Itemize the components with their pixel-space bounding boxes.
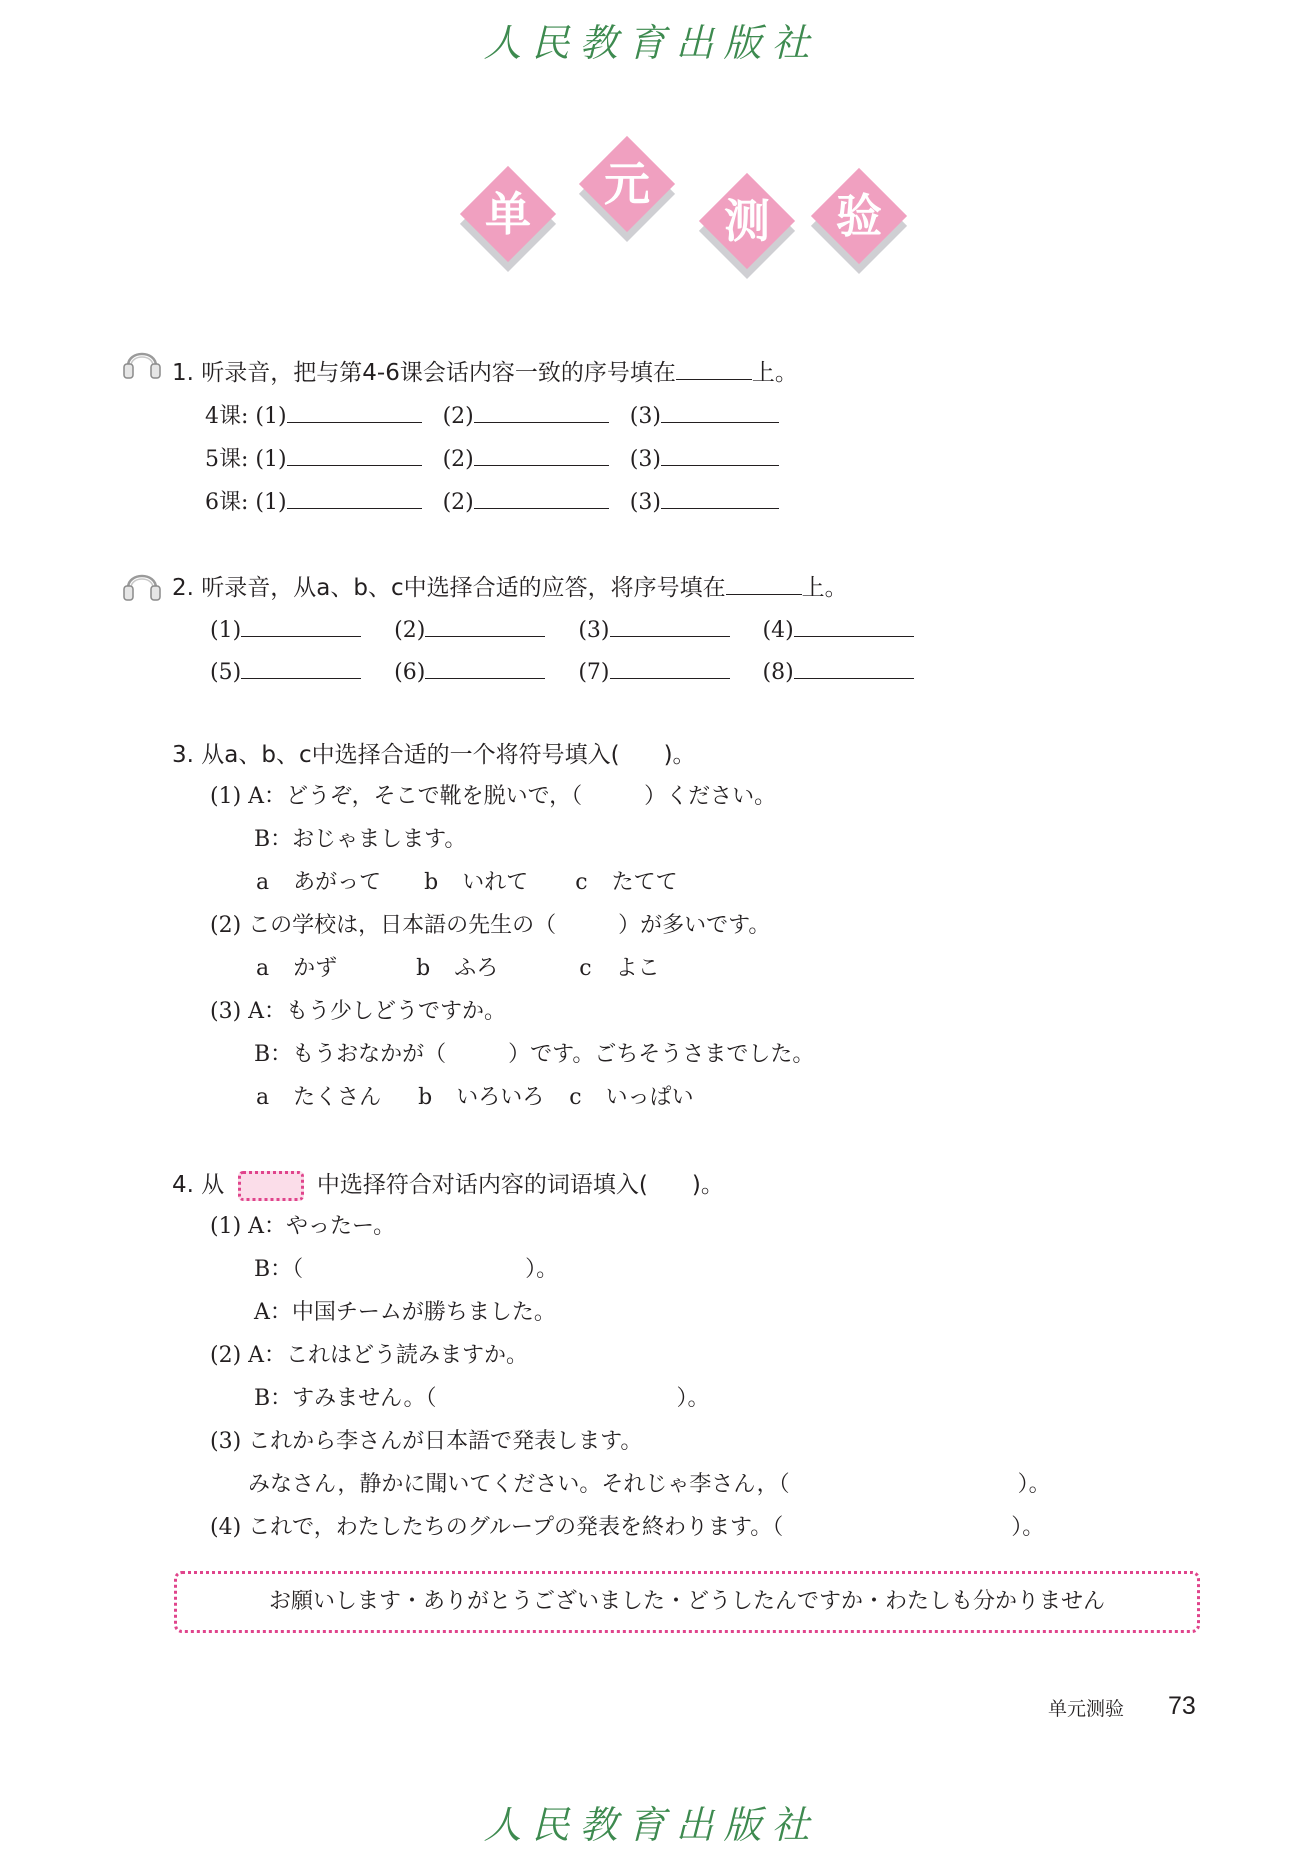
item-number: (3) (629, 447, 661, 472)
answer-blank[interactable] (794, 612, 914, 637)
item-number: (2) (394, 618, 426, 643)
answer-blank[interactable] (676, 355, 752, 380)
choice-text: ふろ (454, 956, 499, 981)
answer-blank[interactable] (661, 441, 779, 466)
choice-letter: a (256, 870, 270, 895)
choice-text: あがって (293, 870, 382, 895)
headphones-icon (122, 340, 162, 384)
dialogue-line-end: ）。 (1011, 1515, 1045, 1540)
dialogue-line: みなさん，静かに聞いてください。それじゃ李さん，（ (248, 1472, 790, 1497)
item-number: (1) (210, 618, 242, 643)
q4-item-1-a2: A：中国チームが勝ちました。 (254, 1300, 556, 1325)
answer-blank[interactable] (661, 398, 779, 423)
publisher-logo-bottom: 人民教育出版社 (483, 1803, 820, 1847)
answer-blank[interactable] (610, 612, 730, 637)
dialogue-line-end: ）。 (1017, 1472, 1051, 1497)
dialogue-line: (1) A：どうぞ，そこで靴を脱いで，（ (210, 784, 583, 809)
q3-item-2 (210, 911, 770, 941)
choice-text: よこ (615, 956, 660, 981)
item-number: (3) (629, 404, 661, 429)
choice-text: いれて (462, 870, 529, 895)
choice-letter: a (256, 956, 270, 981)
lesson-label: 4课: (205, 404, 249, 429)
answer-blank[interactable] (474, 398, 609, 423)
q1-row-6 (205, 484, 779, 518)
page-number: 73 (1168, 1692, 1196, 1720)
lesson-label: 5课: (205, 447, 249, 472)
dialogue-line-end: ）が多いです。 (618, 913, 771, 938)
q3-item-1-a (210, 782, 776, 812)
q4-item-2-b (254, 1384, 710, 1414)
choice-letter: a (256, 1085, 270, 1110)
q4-item-4 (210, 1513, 1044, 1543)
word-choices-box (174, 1571, 1200, 1633)
dialogue-line-end: ）。 (676, 1386, 710, 1411)
question-4-text-mid: 中选择符合对话内容的词语填入( (316, 1172, 648, 1198)
q4-item-2-a: (2) A：これはどう読みますか。 (210, 1343, 529, 1368)
choice-text: たくさん (293, 1085, 382, 1110)
dialogue-line: B：（ (254, 1257, 304, 1282)
question-2-text: 2. 听录音，从a、b、c中选择合适的应答，将序号填在 (172, 575, 726, 601)
question-4-text: 4. 从 (172, 1172, 225, 1198)
q4-item-1-b (254, 1255, 558, 1285)
q4-item-1-a: (1) A：やったー。 (210, 1214, 396, 1239)
publisher-logo-top: 人民教育出版社 (483, 21, 820, 65)
question-1-text: 1. 听录音，把与第4-6课会话内容一致的序号填在 (172, 360, 676, 386)
item-number: (2) (442, 490, 474, 515)
q2-row-2 (210, 654, 914, 688)
choice-letter: c (579, 956, 592, 981)
headphones-icon (122, 562, 162, 606)
choice-text: いっぱい (605, 1085, 694, 1110)
dialogue-line-end: ）ください。 (644, 784, 777, 809)
question-3-end: )。 (663, 742, 696, 768)
item-number: (5) (210, 660, 242, 685)
item-number: (3) (578, 618, 610, 643)
item-number: (1) (255, 447, 287, 472)
item-number: (2) (442, 447, 474, 472)
answer-blank[interactable] (425, 612, 545, 637)
title-char: 单 (485, 187, 531, 241)
q3-item-3-a: (3) A：もう少しどうですか。 (210, 999, 507, 1024)
question-1-title (172, 355, 798, 388)
q3-item-1-b: B：おじゃまします。 (254, 827, 467, 852)
item-number: (3) (629, 490, 661, 515)
answer-blank[interactable] (794, 654, 914, 679)
answer-blank[interactable] (474, 441, 609, 466)
dialogue-line: (2) この学校は，日本語の先生の（ (210, 913, 557, 938)
item-number: (8) (762, 660, 794, 685)
word-choices-text: お願いします・ありがとうございました・どうしたんですか・わたしも分かりません (268, 1589, 1105, 1614)
question-4-title (172, 1170, 724, 1201)
choice-letter: b (418, 1085, 433, 1110)
answer-blank[interactable] (474, 484, 609, 509)
footer-section-label: 单元测验 (1048, 1698, 1125, 1720)
answer-blank[interactable] (241, 612, 361, 637)
q2-row-1 (210, 612, 914, 646)
choice-text: かず (293, 956, 338, 981)
dialogue-line: B：すみません。（ (254, 1386, 437, 1411)
choice-letter: c (575, 870, 588, 895)
title-char: 验 (836, 189, 882, 243)
q3-item-2-choices (256, 954, 660, 984)
question-2-title (172, 570, 848, 603)
choice-text: たてて (611, 870, 678, 895)
answer-blank[interactable] (287, 484, 422, 509)
item-number: (1) (255, 490, 287, 515)
q1-row-5 (205, 441, 779, 475)
q1-row-4 (205, 398, 779, 432)
answer-blank[interactable] (425, 654, 545, 679)
dialogue-line: B：もうおなかが（ (254, 1042, 447, 1067)
q4-item-3-line1: (3) これから李さんが日本語で発表します。 (210, 1429, 643, 1454)
dialogue-line-end: ）。 (525, 1257, 559, 1282)
word-box-marker (238, 1171, 304, 1201)
answer-blank[interactable] (726, 570, 802, 595)
title-char: 元 (604, 157, 650, 211)
question-1-suffix: 上。 (751, 360, 798, 386)
choice-letter: c (569, 1085, 582, 1110)
item-number: (4) (762, 618, 794, 643)
item-number: (7) (578, 660, 610, 685)
item-number: (1) (255, 404, 287, 429)
answer-blank[interactable] (287, 441, 422, 466)
dialogue-line-end: ）です。ごちそうさまでした。 (508, 1042, 815, 1067)
choice-text: いろいろ (456, 1085, 545, 1110)
title-char: 测 (724, 194, 770, 248)
question-4-end: )。 (691, 1172, 724, 1198)
question-3-title (172, 740, 696, 770)
q4-item-3-line2 (248, 1470, 1051, 1500)
item-number: (6) (394, 660, 426, 685)
question-2-suffix: 上。 (801, 575, 848, 601)
lesson-label: 6课: (205, 490, 249, 515)
q3-item-3-choices (256, 1083, 694, 1113)
choice-letter: b (416, 956, 431, 981)
answer-blank[interactable] (661, 484, 779, 509)
dialogue-line: (4) これで，わたしたちのグループの発表を終わります。（ (210, 1515, 784, 1540)
answer-blank[interactable] (610, 654, 730, 679)
question-3-text: 3. 从a、b、c中选择合适的一个将符号填入( (172, 742, 620, 768)
choice-letter: b (424, 870, 439, 895)
q3-item-3-b (254, 1040, 814, 1070)
q3-item-1-choices (256, 868, 678, 898)
item-number: (2) (442, 404, 474, 429)
answer-blank[interactable] (241, 654, 361, 679)
answer-blank[interactable] (287, 398, 422, 423)
